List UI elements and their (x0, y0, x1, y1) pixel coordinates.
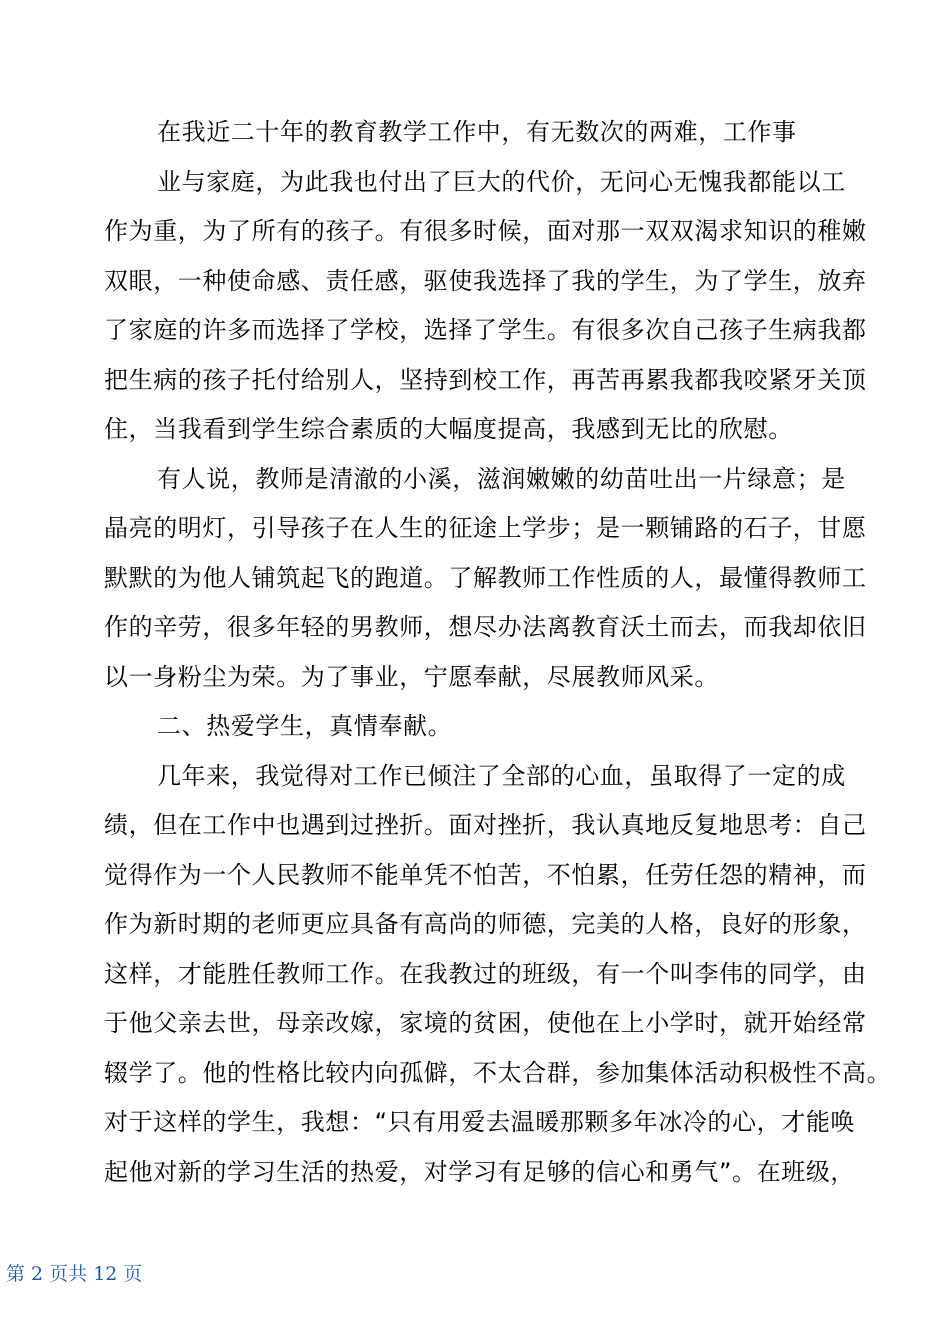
text-line: 于他父亲去世，母亲改嫁，家境的贫困，使他在上小学时，就开始经常 (104, 1009, 867, 1037)
text-line: 默默的为他人铺筑起飞的跑道。了解教师工作性质的人，最懂得教师工 (104, 564, 867, 592)
section-heading: 二、热爱学生，真情奉献。 (157, 712, 453, 740)
text-line: 这样，才能胜任教师工作。在我教过的班级，有一个叫李伟的同学，由 (104, 960, 867, 988)
text-line: 双眼，一种使命感、责任感，驱使我选择了我的学生，为了学生，放弃 (104, 267, 867, 295)
text-line: 几年来，我觉得对工作已倾注了全部的心血，虽取得了一定的成 (157, 762, 846, 790)
text-line: 对于这样的学生，我想：“只有用爱去温暖那颗多年冰冷的心，才能唤 (104, 1108, 856, 1136)
text-line: 起他对新的学习生活的热爱，对学习有足够的信心和勇气”。在班级， (104, 1158, 856, 1186)
text-line: 有人说，教师是清澈的小溪，滋润嫩嫩的幼苗吐出一片绿意；是 (157, 465, 846, 493)
text-line: 晶亮的明灯，引导孩子在人生的征途上学步；是一颗铺路的石子，甘愿 (104, 514, 867, 542)
text-line: 辍学了。他的性格比较内向孤僻，不太合群，参加集体活动积极性不高。 (104, 1059, 892, 1087)
text-line: 绩，但在工作中也遇到过挫折。面对挫折，我认真地反复地思考：自己 (104, 811, 867, 839)
text-line: 住，当我看到学生综合素质的大幅度提高，我感到无比的欣慰。 (104, 415, 793, 443)
text-line: 作的辛劳，很多年轻的男教师，想尽办法离教育沃土而去，而我却依旧 (104, 613, 867, 641)
text-line: 在我近二十年的教育教学工作中，有无数次的两难，工作事 (157, 118, 797, 146)
text-line: 了家庭的许多而选择了学校，选择了学生。有很多次自己孩子生病我都 (104, 316, 867, 344)
text-line: 觉得作为一个人民教师不能单凭不怕苦，不怕累，任劳任怨的精神，而 (104, 861, 867, 889)
text-line: 作为新时期的老师更应具备有高尚的师德，完美的人格，良好的形象， (104, 910, 867, 938)
text-line: 以一身粉尘为荣。为了事业，宁愿奉献，尽展教师风采。 (104, 663, 719, 691)
page-number-footer: 第 2 页共 12 页 (6, 1263, 143, 1285)
text-line: 业与家庭，为此我也付出了巨大的代价，无问心无愧我都能以工 (157, 168, 846, 196)
text-line: 作为重，为了所有的孩子。有很多时候，面对那一双双渴求知识的稚嫩 (104, 217, 867, 245)
text-line: 把生病的孩子托付给别人，坚持到校工作，再苦再累我都我咬紧牙关顶 (104, 366, 867, 394)
